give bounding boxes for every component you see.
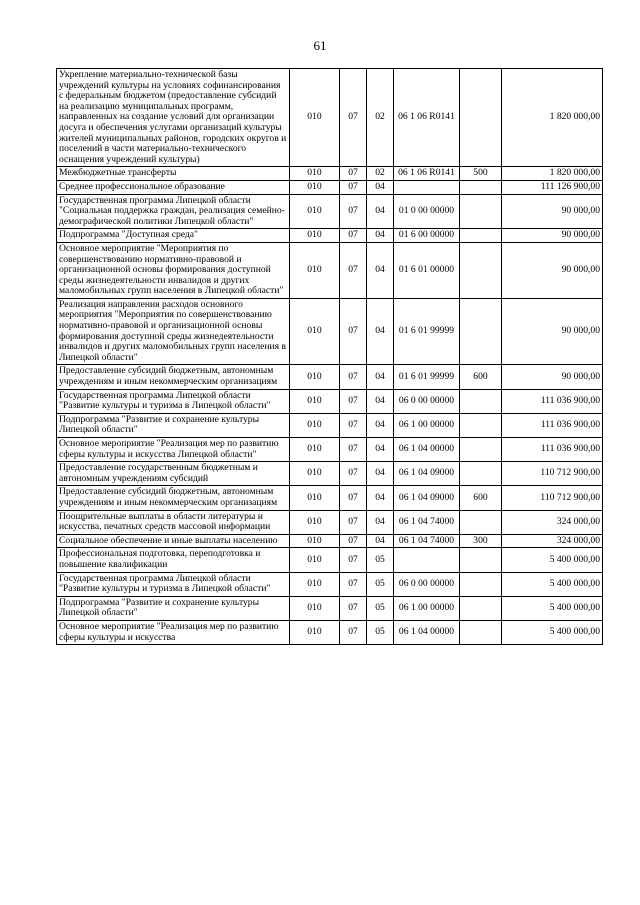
row-target-code: 06 0 00 00000 <box>394 572 460 596</box>
row-amount: 5 400 000,00 <box>502 572 603 596</box>
row-expense-type-code <box>460 180 502 194</box>
table-row <box>57 180 603 194</box>
row-name: Профессиональная подготовка, переподготовка и повышение квалификации <box>57 548 290 572</box>
row-subsection-code: 05 <box>367 572 394 596</box>
row-expense-type-code: 300 <box>460 534 502 548</box>
row-section-code: 07 <box>340 69 367 167</box>
row-expense-type-code <box>460 413 502 437</box>
row-subsection-code: 04 <box>367 229 394 243</box>
table-row <box>57 572 603 596</box>
row-expense-type-code <box>460 462 502 486</box>
row-section-code: 07 <box>340 572 367 596</box>
row-name: Межбюджетные трансферты <box>57 167 290 181</box>
row-ministry-code: 010 <box>290 534 340 548</box>
row-target-code: 06 1 04 74000 <box>394 534 460 548</box>
row-target-code: 06 1 06 R0141 <box>394 69 460 167</box>
row-target-code: 01 0 00 00000 <box>394 194 460 229</box>
row-name: Укрепление материально-технической базы учреждений культуры на условиях софинансирования с федеральным бюджетом (предоставление субсидий на реализацию муниципальных программ, направленных на создание условий для организации досуга и обеспечения услугами организаций культуры жителей муниципальных районов, городских округов и поселений в части материально-технического оснащения учреждений культуры) <box>57 69 290 167</box>
row-expense-type-code <box>460 572 502 596</box>
row-expense-type-code <box>460 389 502 413</box>
row-target-code: 06 1 04 00000 <box>394 438 460 462</box>
row-section-code: 07 <box>340 242 367 298</box>
table-row <box>57 229 603 243</box>
row-name: Подпрограмма "Развитие и сохранение культуры Липецкой области" <box>57 413 290 437</box>
budget-table <box>56 68 603 645</box>
row-subsection-code: 05 <box>367 548 394 572</box>
row-target-code: 06 1 00 00000 <box>394 596 460 620</box>
row-amount: 1 820 000,00 <box>502 69 603 167</box>
row-expense-type-code <box>460 229 502 243</box>
row-expense-type-code <box>460 438 502 462</box>
row-target-code: 01 6 01 99999 <box>394 365 460 389</box>
row-amount: 324 000,00 <box>502 510 603 534</box>
row-section-code: 07 <box>340 620 367 644</box>
table-row <box>57 438 603 462</box>
row-subsection-code: 05 <box>367 620 394 644</box>
row-expense-type-code: 600 <box>460 486 502 510</box>
row-expense-type-code <box>460 298 502 365</box>
row-subsection-code: 02 <box>367 167 394 181</box>
row-expense-type-code: 600 <box>460 365 502 389</box>
row-amount: 111 036 900,00 <box>502 438 603 462</box>
row-target-code: 01 6 01 00000 <box>394 242 460 298</box>
table-row <box>57 167 603 181</box>
row-ministry-code: 010 <box>290 167 340 181</box>
row-amount: 1 820 000,00 <box>502 167 603 181</box>
row-target-code <box>394 548 460 572</box>
row-subsection-code: 04 <box>367 413 394 437</box>
row-section-code: 07 <box>340 194 367 229</box>
row-amount: 90 000,00 <box>502 242 603 298</box>
row-name: Социальное обеспечение и иные выплаты населению <box>57 534 290 548</box>
row-section-code: 07 <box>340 596 367 620</box>
row-name: Реализация направления расходов основного мероприятия "Мероприятия по совершенствованию нормативно-правовой и организационной основы формирования доступной среды жизнедеятельности инвалидов и других маломобильных групп населения в Липецкой области" <box>57 298 290 365</box>
row-name: Подпрограмма "Доступная среда" <box>57 229 290 243</box>
row-expense-type-code <box>460 510 502 534</box>
row-amount: 90 000,00 <box>502 194 603 229</box>
row-expense-type-code <box>460 596 502 620</box>
row-ministry-code: 010 <box>290 69 340 167</box>
row-subsection-code: 04 <box>367 389 394 413</box>
row-subsection-code: 04 <box>367 194 394 229</box>
row-target-code: 06 1 00 00000 <box>394 413 460 437</box>
row-subsection-code: 04 <box>367 365 394 389</box>
row-section-code: 07 <box>340 438 367 462</box>
row-name: Среднее профессиональное образование <box>57 180 290 194</box>
budget-table-body <box>57 69 603 645</box>
table-row <box>57 194 603 229</box>
table-row <box>57 389 603 413</box>
row-ministry-code: 010 <box>290 229 340 243</box>
row-subsection-code: 05 <box>367 596 394 620</box>
row-amount: 324 000,00 <box>502 534 603 548</box>
row-section-code: 07 <box>340 510 367 534</box>
row-section-code: 07 <box>340 389 367 413</box>
row-name: Предоставление субсидий бюджетным, автономным учреждениям и иным некоммерческим организациям <box>57 486 290 510</box>
row-name: Основное мероприятие "Реализация мер по развитию сферы культуры и искусства <box>57 620 290 644</box>
row-section-code: 07 <box>340 167 367 181</box>
row-ministry-code: 010 <box>290 620 340 644</box>
table-row <box>57 462 603 486</box>
row-amount: 110 712 900,00 <box>502 486 603 510</box>
row-section-code: 07 <box>340 298 367 365</box>
table-row <box>57 620 603 644</box>
table-row <box>57 486 603 510</box>
row-subsection-code: 04 <box>367 486 394 510</box>
row-ministry-code: 010 <box>290 413 340 437</box>
row-target-code: 06 1 04 74000 <box>394 510 460 534</box>
row-subsection-code: 04 <box>367 180 394 194</box>
table-row <box>57 413 603 437</box>
row-amount: 90 000,00 <box>502 229 603 243</box>
row-ministry-code: 010 <box>290 438 340 462</box>
row-ministry-code: 010 <box>290 298 340 365</box>
row-name: Основное мероприятие "Мероприятия по совершенствованию нормативно-правовой и организационной основы формирования доступной среды жизнедеятельности инвалидов и других маломобильных групп населения в Липецкой области" <box>57 242 290 298</box>
row-subsection-code: 04 <box>367 534 394 548</box>
row-expense-type-code <box>460 69 502 167</box>
row-subsection-code: 04 <box>367 438 394 462</box>
row-ministry-code: 010 <box>290 365 340 389</box>
row-ministry-code: 010 <box>290 572 340 596</box>
row-ministry-code: 010 <box>290 242 340 298</box>
row-expense-type-code: 500 <box>460 167 502 181</box>
row-subsection-code: 04 <box>367 510 394 534</box>
row-ministry-code: 010 <box>290 548 340 572</box>
row-subsection-code: 04 <box>367 462 394 486</box>
row-amount: 111 036 900,00 <box>502 389 603 413</box>
row-expense-type-code <box>460 548 502 572</box>
row-section-code: 07 <box>340 462 367 486</box>
row-amount: 110 712 900,00 <box>502 462 603 486</box>
row-target-code: 06 1 04 00000 <box>394 620 460 644</box>
table-row <box>57 548 603 572</box>
row-subsection-code: 04 <box>367 242 394 298</box>
row-amount: 5 400 000,00 <box>502 596 603 620</box>
table-row <box>57 242 603 298</box>
row-target-code: 01 6 00 00000 <box>394 229 460 243</box>
row-subsection-code: 02 <box>367 69 394 167</box>
row-name: Предоставление субсидий бюджетным, автономным учреждениям и иным некоммерческим организациям <box>57 365 290 389</box>
row-section-code: 07 <box>340 365 367 389</box>
table-row <box>57 298 603 365</box>
table-row <box>57 365 603 389</box>
row-ministry-code: 010 <box>290 389 340 413</box>
row-expense-type-code <box>460 242 502 298</box>
row-section-code: 07 <box>340 229 367 243</box>
row-amount: 90 000,00 <box>502 365 603 389</box>
row-subsection-code: 04 <box>367 298 394 365</box>
row-target-code: 06 1 04 09000 <box>394 462 460 486</box>
row-name: Государственная программа Липецкой области "Развитие культуры и туризма в Липецкой области" <box>57 572 290 596</box>
row-ministry-code: 010 <box>290 180 340 194</box>
row-amount: 5 400 000,00 <box>502 620 603 644</box>
row-name: Поощрительные выплаты в области литературы и искусства, печатных средств массовой информации <box>57 510 290 534</box>
row-target-code <box>394 180 460 194</box>
row-expense-type-code <box>460 620 502 644</box>
table-row <box>57 69 603 167</box>
row-amount: 90 000,00 <box>502 298 603 365</box>
row-name: Основное мероприятие "Реализация мер по развитию сферы культуры и искусства Липецкой области" <box>57 438 290 462</box>
row-ministry-code: 010 <box>290 194 340 229</box>
row-expense-type-code <box>460 194 502 229</box>
table-row <box>57 534 603 548</box>
row-ministry-code: 010 <box>290 462 340 486</box>
row-section-code: 07 <box>340 548 367 572</box>
row-ministry-code: 010 <box>290 510 340 534</box>
row-name: Государственная программа Липецкой области "Развитие культуры и туризма в Липецкой области" <box>57 389 290 413</box>
row-amount: 111 036 900,00 <box>502 413 603 437</box>
row-target-code: 06 1 06 R0141 <box>394 167 460 181</box>
row-target-code: 01 6 01 99999 <box>394 298 460 365</box>
row-target-code: 06 0 00 00000 <box>394 389 460 413</box>
row-amount: 5 400 000,00 <box>502 548 603 572</box>
row-ministry-code: 010 <box>290 596 340 620</box>
row-section-code: 07 <box>340 534 367 548</box>
row-section-code: 07 <box>340 413 367 437</box>
row-section-code: 07 <box>340 486 367 510</box>
row-ministry-code: 010 <box>290 486 340 510</box>
row-amount: 111 126 900,00 <box>502 180 603 194</box>
page-number: 61 <box>313 38 327 53</box>
row-target-code: 06 1 04 09000 <box>394 486 460 510</box>
row-name: Подпрограмма "Развитие и сохранение культуры Липецкой области" <box>57 596 290 620</box>
table-row <box>57 510 603 534</box>
row-name: Государственная программа Липецкой области "Социальная поддержка граждан, реализация семейно-демографической политики Липецкой области" <box>57 194 290 229</box>
table-row <box>57 596 603 620</box>
row-section-code: 07 <box>340 180 367 194</box>
row-name: Предоставление государственным бюджетным и автономным учреждениям субсидий <box>57 462 290 486</box>
